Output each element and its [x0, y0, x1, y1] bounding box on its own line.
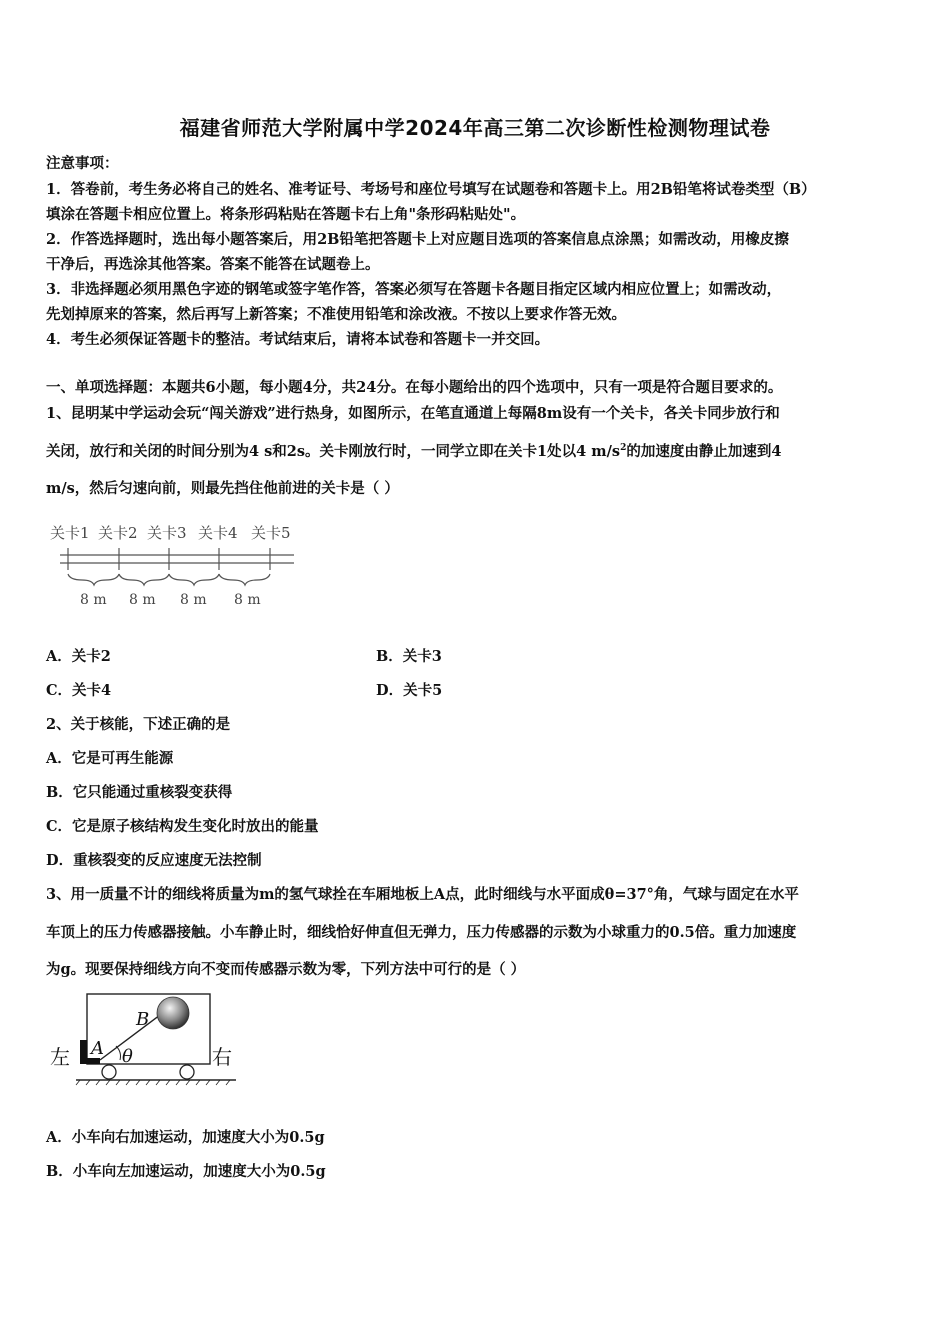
page-title: 福建省师范大学附属中学2024年高三第二次诊断性检测物理试卷 — [179, 116, 771, 140]
distance-label: 8 m — [129, 592, 156, 608]
left-label: 左 — [50, 1045, 70, 1069]
question-2-stem: 2、关于核能，下述正确的是 — [46, 716, 231, 733]
checkpoint-figure — [48, 518, 308, 614]
wheel — [102, 1065, 116, 1079]
question-3-line: 车顶上的压力传感器接触。小车静止时，细线恰好伸直但无弹力，压力传感器的示数为小球重力的0.5倍。重力加速度 — [46, 924, 797, 941]
option-a: A．小车向右加速运动，加速度大小为0.5g — [46, 1129, 325, 1146]
checkpoint-label: 关卡5 — [251, 524, 291, 542]
question-1-line: m/s，然后匀速向前，则最先挡住他前进的关卡是（ ） — [46, 480, 399, 497]
question-1-line: 关闭，放行和关闭的时间分别为4 s和2s。关卡刚放行时，一同学立即在关卡1处以4 $m/s^2$的加速度由静止加速到4 — [46, 443, 782, 460]
right-label: 右 — [212, 1045, 232, 1069]
notice-line: 填涂在答题卡相应位置上。将条形码粘贴在答题卡右上角"条形码粘贴处"。 — [46, 206, 526, 223]
notice-line: 干净后，再选涂其他答案。答案不能答在试题卷上。 — [46, 256, 380, 273]
option-d: D．重核裂变的反应速度无法控制 — [46, 852, 262, 869]
distance-label: 8 m — [180, 592, 207, 608]
notice-heading: 注意事项： — [46, 155, 119, 172]
option-a: A．它是可再生能源 — [46, 750, 174, 767]
option-c: C．关卡4 — [46, 682, 112, 699]
point-label: A — [91, 1038, 104, 1059]
notice-line: 4．考生必须保证答题卡的整洁。考试结束后，请将本试卷和答题卡一并交回。 — [46, 331, 550, 348]
option-b: B．小车向左加速运动，加速度大小为0.5g — [46, 1163, 326, 1180]
notice-line: 2．作答选择题时，选出每小题答案后，用2B铅笔把答题卡上对应题目选项的答案信息点涂黑；如需改动，用橡皮擦 — [46, 231, 789, 248]
distance-label: 8 m — [234, 592, 261, 608]
option-a: A．关卡2 — [46, 648, 111, 665]
question-3-line: 3、用一质量不计的细线将质量为m的氢气球拴在车厢地板上A点，此时细线与水平面成θ=37°角，气球与固定在水平 — [46, 886, 799, 903]
question-1-line: 1、昆明某中学运动会玩“闯关游戏”进行热身，如图所示，在笔直通道上每隔8m设有一个关卡，各关卡同步放行和 — [46, 405, 780, 422]
cart-balloon-figure — [46, 988, 246, 1088]
balloon — [157, 997, 189, 1029]
section-heading: 一、单项选择题：本题共6小题，每小题4分，共24分。在每小题给出的四个选项中，只有一项是符合题目要求的。 — [46, 379, 783, 396]
checkpoint-label: 关卡4 — [198, 524, 238, 542]
checkpoint-label: 关卡1 — [50, 524, 90, 542]
option-c: C．它是原子核结构发生变化时放出的能量 — [46, 818, 319, 835]
checkpoint-label: 关卡3 — [147, 524, 187, 542]
notice-line: 1．答卷前，考生务必将自己的姓名、准考证号、考场号和座位号填写在试题卷和答题卡上。用2B铅笔将试卷类型（B） — [46, 181, 816, 198]
notice-line: 3．非选择题必须用黑色字迹的钢笔或签字笔作答，答案必须写在答题卡各题目指定区域内相应位置上；如需改动， — [46, 281, 782, 298]
option-d: D．关卡5 — [376, 682, 443, 699]
wheel — [180, 1065, 194, 1079]
checkpoint-label: 关卡2 — [98, 524, 138, 542]
notice-line: 先划掉原来的答案，然后再写上新答案；不准使用铅笔和涂改液。不按以上要求作答无效。 — [46, 306, 626, 323]
question-3-line: 为g。现要保持细线方向不变而传感器示数为零，下列方法中可行的是（ ） — [46, 961, 526, 978]
option-b: B．它只能通过重核裂变获得 — [46, 784, 233, 801]
ball-label: B — [136, 1009, 150, 1030]
option-b: B．关卡3 — [376, 648, 442, 665]
superscript: 2 — [620, 443, 627, 454]
distance-label: 8 m — [80, 592, 107, 608]
angle-label: θ — [122, 1046, 133, 1067]
